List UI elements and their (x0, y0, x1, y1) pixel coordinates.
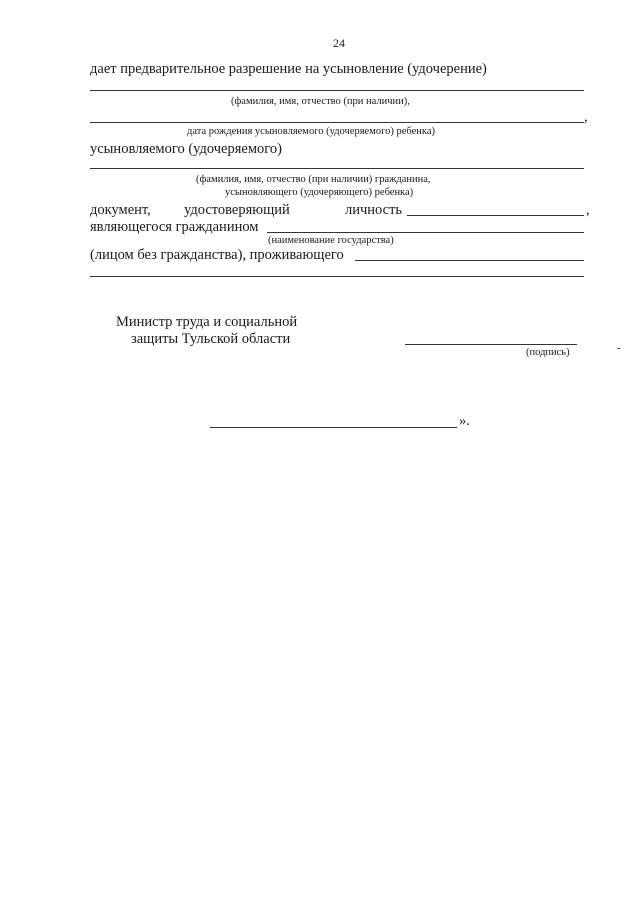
adoptee-text: усыновляемого (удочеряемого) (90, 141, 282, 157)
blank-line-citizen-fio (90, 168, 584, 169)
blank-line-fio (90, 90, 584, 91)
caption-citizen-fio-line-2: усыновляющего (удочеряющего) ребенка) (225, 187, 414, 198)
blank-line-residence (355, 260, 584, 261)
closing-line (210, 427, 457, 428)
doc-word-1: документ, (90, 202, 151, 218)
caption-state: (наименование государства) (268, 235, 394, 246)
signature-line (405, 344, 577, 345)
margin-dash: - (617, 343, 621, 354)
comma-1: , (584, 109, 588, 125)
caption-fio: (фамилия, имя, отчество (при наличии), (231, 96, 410, 107)
doc-word-2: удостоверяющий (184, 202, 290, 218)
caption-signature: (подпись) (526, 347, 570, 358)
blank-line-birthdate (90, 122, 584, 123)
caption-citizen-fio-line-1: (фамилия, имя, отчество (при наличии) гражданина, (196, 174, 431, 185)
caption-birthdate: дата рождения усыновляемого (удочеряемого) ребенка) (187, 126, 436, 137)
comma-2: , (586, 202, 590, 218)
intro-text: дает предварительное разрешение на усыновление (удочерение) (90, 61, 487, 77)
blank-line-document (407, 215, 584, 216)
citizen-of-text: являющегося гражданином (90, 219, 259, 235)
signature-title-line-1: Министр труда и социальной (116, 314, 298, 330)
closing-quote: ». (459, 413, 470, 429)
doc-word-3: личность (345, 202, 403, 218)
signature-title-line-2: защиты Тульской области (131, 331, 291, 347)
stateless-text: (лицом без гражданства), проживающего (90, 247, 344, 263)
page-number: 24 (333, 36, 345, 50)
blank-line-residence-2 (90, 276, 584, 277)
blank-line-state (267, 232, 584, 233)
